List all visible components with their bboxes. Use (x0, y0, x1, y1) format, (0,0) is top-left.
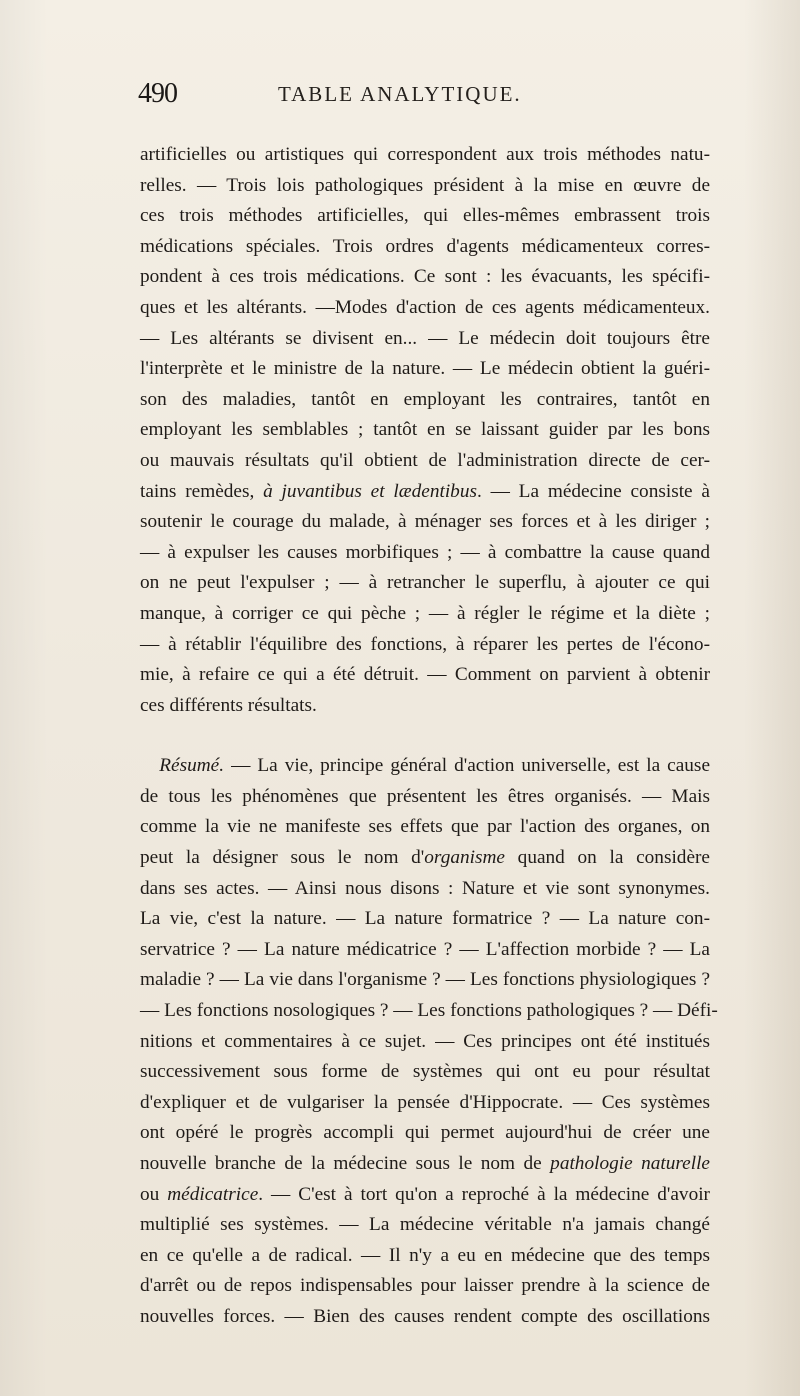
text-line (140, 751, 710, 782)
text-line: ou mauvais résultats qu'il obtient de l'administration directe de cer- (140, 449, 710, 471)
paragraph-1 (140, 140, 710, 721)
text-line: nouvelles forces. — Bien des causes rendent compte des oscillations (140, 1305, 710, 1327)
text-line: l'interprète et le ministre de la nature. — Le médecin obtient la guéri- (140, 358, 710, 380)
text-line: servatrice ? — La nature médicatrice ? — L'affection morbide ? — La (140, 938, 710, 960)
text-line: multiplié ses systèmes. — La médecine véritable n'a jamais changé (140, 1214, 710, 1236)
text-line: son des maladies, tantôt en employant les contraires, tantôt en (140, 388, 710, 410)
text-line (140, 1180, 710, 1211)
text-fragment: peut la désigner sous le nom d' (140, 847, 425, 869)
text-fragment: — La vie, principe général d'action universelle, est la cause (224, 755, 710, 777)
text-line: comme la vie ne manifeste ses effets que par l'action des organes, on (140, 816, 710, 838)
page-header (138, 78, 698, 122)
running-title: TABLE ANALYTIQUE. (278, 82, 522, 106)
text-line: médications spéciales. Trois ordres d'agents médicamenteux corres- (140, 235, 710, 257)
text-line: dans ses actes. — Ainsi nous disons : Nature et vie sont synonymes. (140, 877, 710, 899)
text-line: ques et les altérants. —Modes d'action de ces agents médicamenteux. (140, 296, 710, 318)
text-line: maladie ? — La vie dans l'organisme ? — Les fonctions physiologiques ? (140, 969, 710, 991)
text-fragment: . — La médecine consiste à (476, 480, 710, 502)
text-line (140, 477, 710, 508)
text-line: on ne peut l'expulser ; — à retrancher le superflu, à ajouter ce qui (140, 572, 710, 594)
text-line: employant les semblables ; tantôt en se laissant guider par les bons (140, 419, 710, 441)
text-fragment: ou (140, 1183, 168, 1205)
italic-term: organisme (424, 847, 505, 869)
text-line: ont opéré le progrès accompli qui permet aujourd'hui de créer une (140, 1122, 710, 1144)
text-line: artificielles ou artistiques qui correspondent aux trois méthodes natu- (140, 144, 710, 165)
text-line: relles. — Trois lois pathologiques président à la mise en œuvre de (140, 174, 710, 196)
text-line (140, 843, 710, 874)
text-line: d'arrêt ou de repos indispensables pour laisser prendre à la science de (140, 1275, 710, 1297)
text-line: d'expliquer et de vulgariser la pensée d'Hippocrate. — Ces systèmes (140, 1091, 710, 1113)
text-line: successivement sous forme de systèmes qui ont eu pour résultat (140, 1061, 710, 1083)
page-number: 490 (138, 78, 177, 109)
text-line: pondent à ces trois médications. Ce sont : les évacuants, les spécifi- (140, 266, 710, 288)
text-fragment: tains remèdes, (140, 480, 264, 502)
paragraph-2 (140, 751, 718, 1332)
latin-phrase: à juvantibus et lædentibus (263, 480, 477, 502)
text-line: de tous les phénomènes que présentent les êtres organisés. — Mais (140, 785, 710, 807)
text-line: mie, à refaire ce qui a été détruit. — Comment on parvient à obtenir (140, 664, 710, 686)
body-text (140, 140, 718, 1333)
resume-label: Résumé. (159, 755, 225, 777)
text-line: manque, à corriger ce qui pèche ; — à régler le régime et la diète ; (140, 602, 710, 624)
text-fragment: nouvelle branche de la médecine sous le nom de (140, 1153, 551, 1174)
text-line: nitions et commentaires à ce sujet. — Ces principes ont été institués (140, 1030, 710, 1052)
text-line: — Les altérants se divisent en... — Le médecin doit toujours être (140, 327, 710, 349)
text-line: — à rétablir l'équilibre des fonctions, à réparer les pertes de l'écono- (140, 633, 710, 655)
text-line: — Les fonctions nosologiques ? — Les fonctions pathologiques ? — Défi- (140, 1000, 718, 1022)
text-line: en ce qu'elle a de radical. — Il n'y a eu en médecine que des temps (140, 1244, 710, 1266)
text-line: soutenir le courage du malade, à ménager ses forces et à les diriger ; (140, 511, 710, 533)
italic-term: médicatrice (167, 1183, 259, 1205)
italic-term: pathologie naturelle (550, 1153, 710, 1174)
text-fragment: quand on la considère (504, 847, 710, 869)
text-line (140, 1149, 710, 1180)
text-line: — à expulser les causes morbifiques ; — à combattre la cause quand (140, 541, 710, 563)
text-line: ces différents résultats. (140, 694, 317, 716)
text-fragment: . — C'est à tort qu'on a reproché à la médecine d'avoir (258, 1183, 710, 1205)
text-line: La vie, c'est la nature. — La nature formatrice ? — La nature con- (140, 908, 710, 930)
text-line: ces trois méthodes artificielles, qui elles-mêmes embrassent trois (140, 205, 710, 227)
